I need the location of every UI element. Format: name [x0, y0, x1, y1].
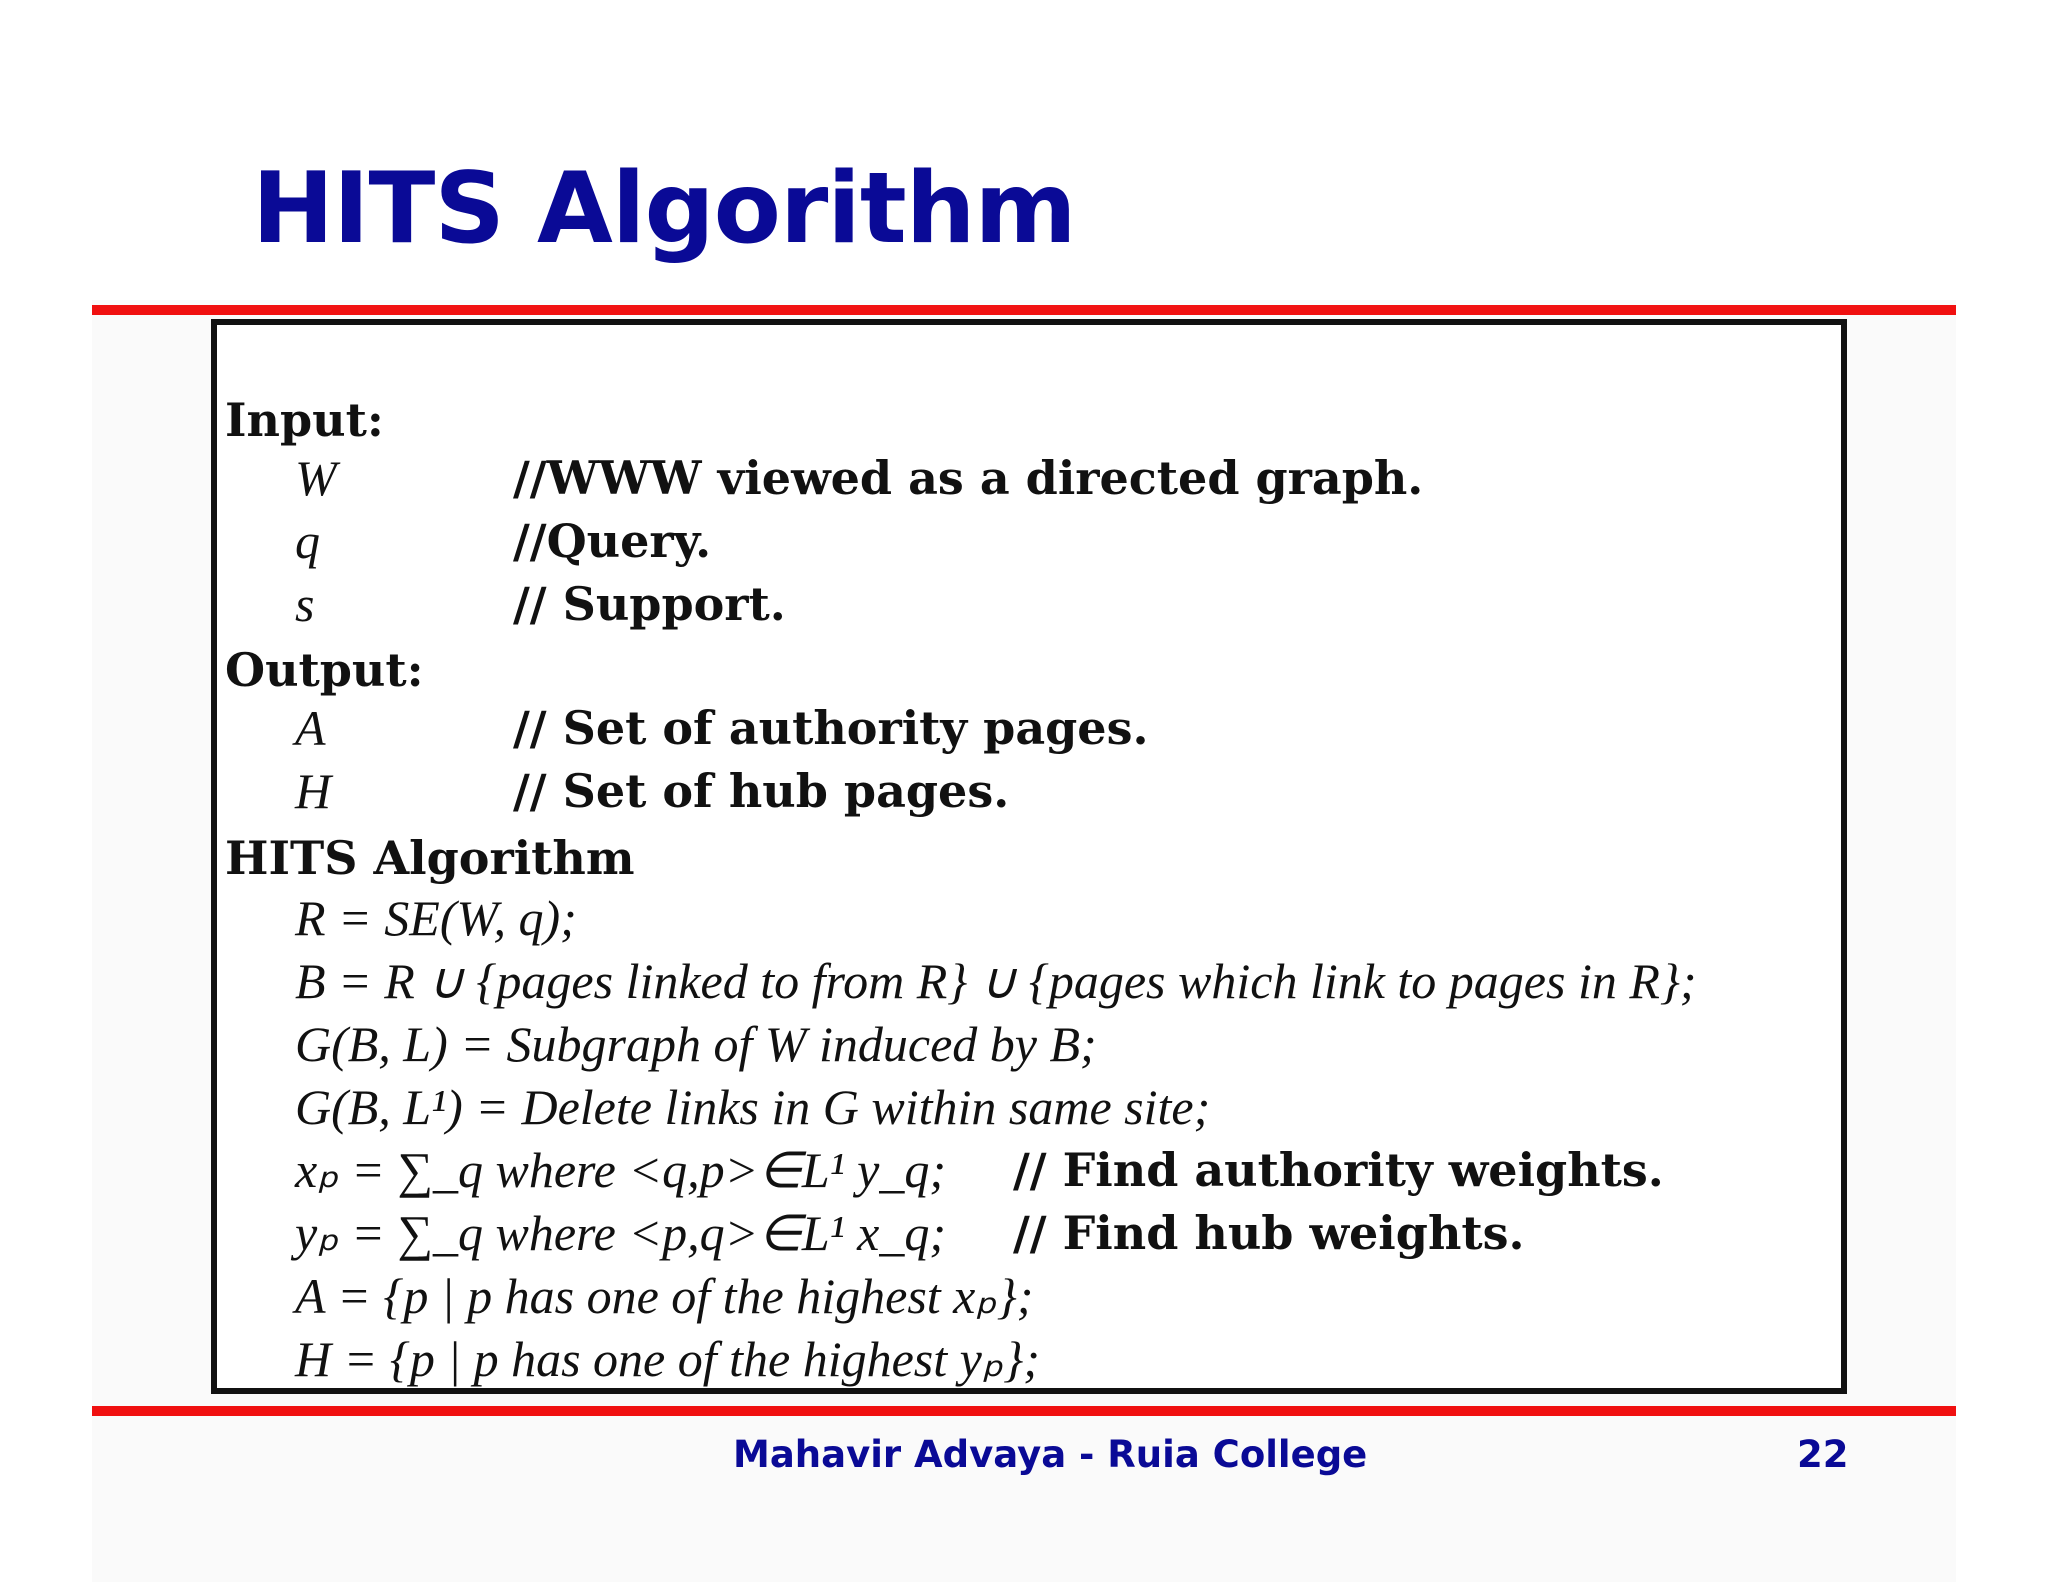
step-authority-set: A = {p | p has one of the highest xₚ};	[295, 1268, 1034, 1324]
input-var-q: q	[295, 513, 320, 569]
input-heading: Input:	[225, 393, 384, 447]
step-authority-weights: xₚ = ∑_q where <q,p>∈L¹ y_q;	[295, 1142, 947, 1198]
page-number: 22	[1797, 1433, 1849, 1476]
footer-college: Mahavir Advaya - Ruia College	[733, 1433, 1368, 1476]
step-subgraph: G(B, L) = Subgraph of W induced by B;	[295, 1016, 1097, 1072]
output-heading: Output:	[225, 643, 424, 697]
output-var-h: H	[295, 763, 332, 819]
slide-title: HITS Algorithm	[252, 152, 1076, 266]
comment-hub-weights: // Find hub weights.	[1013, 1206, 1525, 1260]
input-comment-s: // Support.	[513, 577, 786, 631]
algorithm-box	[211, 319, 1847, 1394]
input-var-s: s	[295, 576, 315, 632]
algorithm-heading: HITS Algorithm	[225, 831, 635, 885]
comment-authority-weights: // Find authority weights.	[1013, 1143, 1664, 1197]
step-hub-set: H = {p | p has one of the highest yₚ};	[295, 1331, 1040, 1387]
input-comment-w: //WWW viewed as a directed graph.	[513, 451, 1424, 505]
step-base-set: B = R ∪ {pages linked to from R} ∪ {pages which link to pages in R};	[295, 953, 1697, 1009]
output-comment-a: // Set of authority pages.	[513, 701, 1149, 755]
bottom-red-rule	[92, 1406, 1956, 1416]
step-retrieve: R = SE(W, q);	[295, 890, 577, 946]
step-hub-weights: yₚ = ∑_q where <p,q>∈L¹ x_q;	[295, 1205, 947, 1261]
step-delete-links: G(B, L¹) = Delete links in G within same site;	[295, 1079, 1211, 1135]
output-comment-h: // Set of hub pages.	[513, 764, 1010, 818]
input-comment-q: //Query.	[513, 514, 712, 568]
input-var-w: W	[295, 450, 337, 506]
top-red-rule	[92, 305, 1956, 315]
output-var-a: A	[295, 700, 326, 756]
